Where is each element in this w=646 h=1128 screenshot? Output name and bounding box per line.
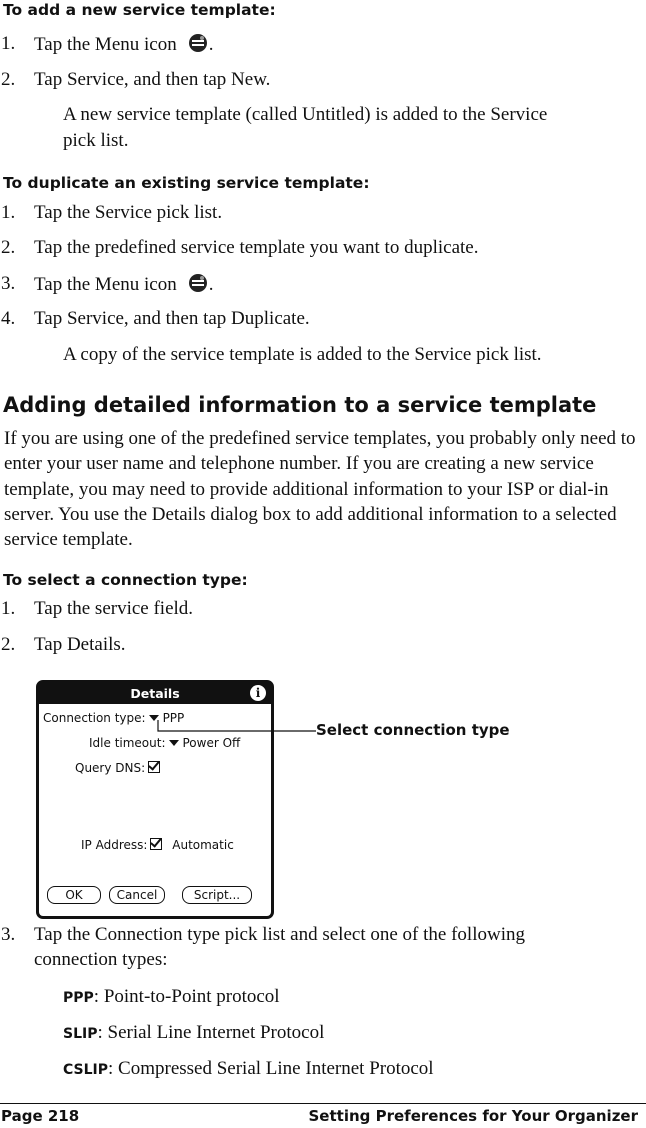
step-number: 1. [1,33,16,54]
section-title: Adding detailed information to a service template [3,393,597,417]
step-text: Tap the Service pick list. [34,202,223,223]
step-number: 3. [1,273,16,294]
info-icon[interactable]: i [250,685,266,701]
procedure-heading-connection-type: To select a connection type: [3,571,248,589]
footer-divider [0,1103,646,1104]
definition-desc: : Serial Line Internet Protocol [97,1022,325,1043]
definition-ppp [63,986,280,1008]
procedure-heading-add-template: To add a new service template: [3,1,276,19]
step-result-note: pick list. [63,130,129,151]
step-number: 1. [1,202,16,223]
ip-address-value: Automatic [172,838,234,852]
step-text: Tap the Connection type pick list and select one of the following [34,924,525,945]
definition-term: PPP [63,990,94,1006]
definition-term: SLIP [63,1026,98,1042]
procedure-heading-duplicate-template: To duplicate an existing service template: [3,174,370,192]
script-button[interactable]: Script... [182,886,252,904]
step-number: 4. [1,308,16,329]
definition-slip [63,1022,324,1044]
step-number: 2. [1,634,16,655]
definition-term: CSLIP [63,1062,109,1078]
step-number: 1. [1,598,16,619]
callout-label: Select connection type [316,721,510,739]
chapter-title: Setting Preferences for Your Organizer [308,1107,638,1125]
step-number: 2. [1,237,16,258]
idle-timeout-picker[interactable]: Power Off [182,736,241,750]
query-dns-label: Query DNS: [75,761,146,775]
connection-type-picker[interactable]: PPP [162,711,185,725]
step-text: Tap Service, and then tap New. [34,69,271,90]
page-number: Page 218 [1,1107,80,1125]
step-suffix: . [208,274,214,295]
dialog-title: Details [130,686,180,701]
step-text: Tap Service, and then tap Duplicate. [34,308,310,329]
step-label: Tap the Menu icon [34,34,177,55]
definition-desc: : Point-to-Point protocol [93,986,280,1007]
step-number: 3. [1,924,16,945]
definition-cslip [63,1058,434,1080]
ip-address-label: IP Address: [81,838,148,852]
definition-desc: : Compressed Serial Line Internet Protocol [108,1058,434,1079]
intro-paragraph: If you are using one of the predefined service templates, you probably only need to enter your user name and telephone number. If you are creating a new service template, you may need to provide additional information to your ISP or dial-in server. You use the Details dialog box to add additional information to a selected service template. [4,428,636,551]
idle-timeout-label: Idle timeout: [89,736,166,750]
connection-type-label: Connection type: [43,711,146,725]
step-text: Tap Details. [34,634,126,655]
ok-button[interactable]: OK [47,886,101,904]
step-result-note: A new service template (called Untitled) is added to the Service [63,104,548,125]
step-number: 2. [1,69,16,90]
step-label: Tap the Menu icon [34,274,177,295]
step-result-note: A copy of the service template is added to the Service pick list. [63,344,542,365]
step-suffix: . [208,34,214,55]
step-text: Tap the service field. [34,598,194,619]
step-text: Tap the predefined service template you want to duplicate. [34,237,479,258]
cancel-button[interactable]: Cancel [109,886,165,904]
step-text: connection types: [34,949,168,970]
